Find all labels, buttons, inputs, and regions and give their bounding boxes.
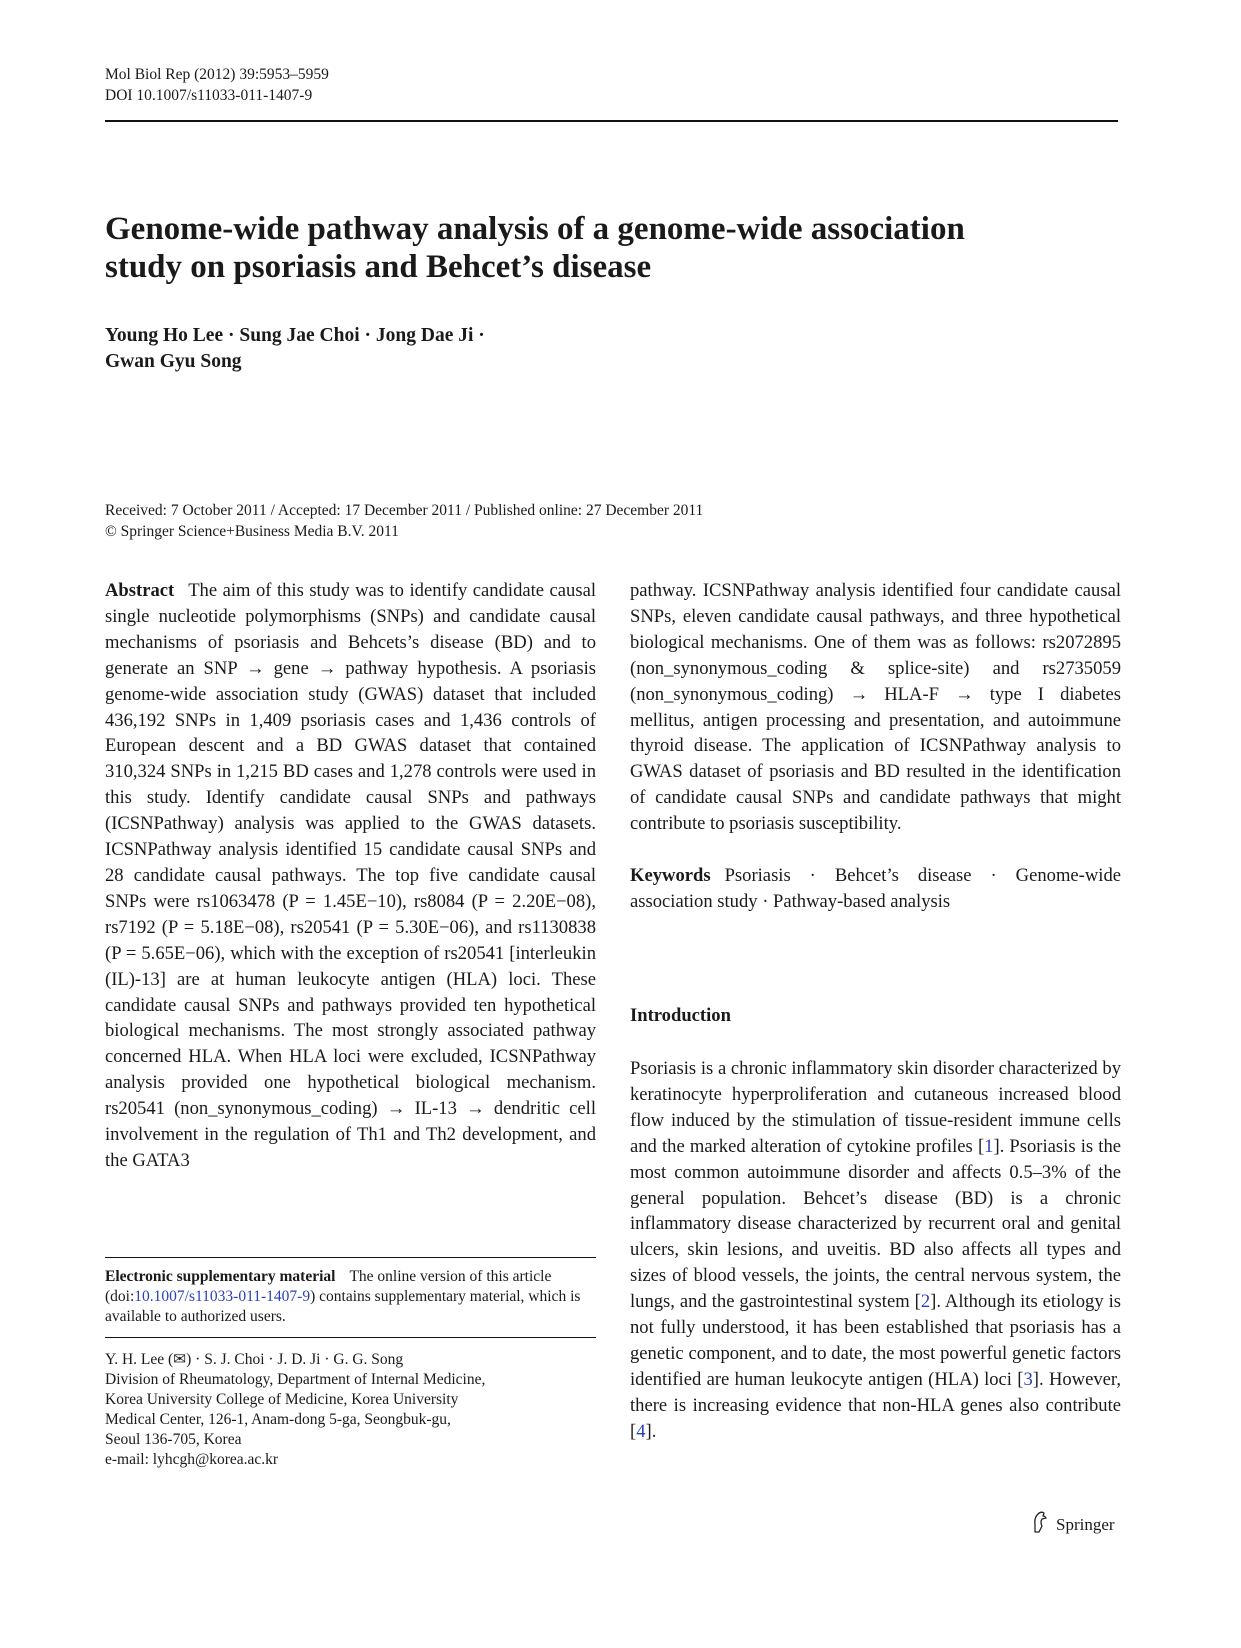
intro-text-b: ]. Psoriasis is the most common autoimmune disorder and affects 0.5–3% of the general population. Behcet’s disease (BD) is a chronic inflammatory disease characterized by recurrent oral and genital ulcers, skin lesions, and uveitis. BD also affects all types and sizes of blood vessels, the joints, the central nervous system, the lungs, and the gastrointestinal system [ <box>630 1135 1121 1313</box>
supplementary-material-note <box>105 1267 596 1327</box>
affiliation-line-2: Korea University College of Medicine, Korea University <box>105 1391 459 1408</box>
intro-text-e: ]. <box>645 1420 657 1442</box>
esm-doi-link[interactable]: 10.1007/s11033-011-1407-9 <box>134 1288 311 1305</box>
publisher-name: Springer <box>1056 1514 1115 1534</box>
introduction-body <box>630 1056 1121 1445</box>
abstract-label: Abstract <box>105 580 175 601</box>
intro-text-c: ]. Although its etiology is not fully understood, it has been established that psoriasis has a genetic component, and to date, the most powerful genetic factors identified are human leukocyte antigen (HLA) loci [ <box>630 1291 1121 1390</box>
received-accepted-dates: Received: 7 October 2011 / Accepted: 17 December 2011 / Published online: 27 December 2011 <box>105 502 704 519</box>
introduction-heading: Introduction <box>630 1005 731 1026</box>
keywords-label: Keywords <box>630 865 711 887</box>
citation-link-4[interactable]: 4 <box>636 1420 646 1442</box>
keywords-paragraph <box>630 863 1121 915</box>
author-affiliation <box>105 1350 596 1470</box>
journal-citation <box>105 64 329 106</box>
header-rule <box>105 120 1118 122</box>
authors-line-1: Young Ho Lee · Sung Jae Choi · Jong Dae Ji · <box>105 325 485 346</box>
abstract-text-left: The aim of this study was to identify candidate causal single nucleotide polymorphisms (SNPs) and candidate causal mechanisms of psoriasis and Behcets’s disease (BD) and to generate an SNP → gene → pathway hypothesis. A psoriasis genome-wide association study (GWAS) dataset that included 436,192 SNPs in 1,409 psoriasis cases and 1,436 controls of European descent and a BD GWAS dataset that contained 310,324 SNPs in 1,215 BD cases and 1,278 controls were used in this study. Identify candidate causal SNPs and pathways (ICSNPathway) analysis was applied to the GWAS datasets. ICSNPathway analysis identified 15 candidate causal SNPs and 28 candidate causal pathways. The top five candidate causal SNPs were rs1063478 (P = 1.45E−10), rs8084 (P = 2.20E−08), rs7192 (P = 5.18E−08), rs20541 (P = 5.30E−06), and rs1130838 (P = 5.65E−06), which with the exception of rs20541 [interleukin (IL)-13] are at human leukocyte antigen (HLA) loci. These candidate causal SNPs and pathways provided ten hypothetical biological mechanisms. The most strongly associated pathway concerned HLA. When HLA loci were excluded, ICSNPathway analysis provided one hypothetical biological mechanism. rs20541 (non_synonymous_coding) → IL-13 → dendritic cell involvement in the regulation of Th1 and Th2 development, and the GATA3 <box>105 580 596 1171</box>
introduction-paragraph <box>630 1056 1121 1445</box>
keywords-text: Psoriasis · Behcet’s disease · Genome-wide association study · Pathway-based analysis <box>630 865 1121 912</box>
publisher-logo <box>1030 1510 1115 1539</box>
copyright-notice: © Springer Science+Business Media B.V. 2011 <box>105 523 399 540</box>
citation-link-3[interactable]: 3 <box>1023 1368 1033 1390</box>
abstract-left-column <box>105 578 596 1174</box>
journal-name-volume: Mol Biol Rep (2012) 39:5953–5959 <box>105 66 329 83</box>
affiliation-authors: Y. H. Lee (✉) · S. J. Choi · J. D. Ji · G. G. Song <box>105 1351 404 1368</box>
abstract-right-column <box>630 578 1121 915</box>
citation-link-1[interactable]: 1 <box>984 1135 994 1157</box>
intro-text-a: Psoriasis is a chronic inflammatory skin disorder characterized by keratinocyte hyperproliferation and cutaneous increased blood flow induced by the stimulation of tissue-resident immune cells and the marked alteration of cytokine profiles [ <box>630 1058 1121 1157</box>
journal-doi: DOI 10.1007/s11033-011-1407-9 <box>105 87 313 104</box>
esm-label: Electronic supplementary material <box>105 1268 336 1285</box>
esm-rule <box>105 1257 596 1258</box>
author-list <box>105 323 585 375</box>
affiliation-line-3: Medical Center, 126-1, Anam-dong 5-ga, Seongbuk-gu, <box>105 1411 451 1428</box>
affiliation-line-4: Seoul 136-705, Korea <box>105 1431 242 1448</box>
esm-text-a: The online version of this article (doi: <box>105 1268 552 1305</box>
abstract-paragraph <box>105 578 596 1174</box>
citation-link-2[interactable]: 2 <box>920 1291 931 1313</box>
intro-text-d: ]. However, there is increasing evidence that non-HLA genes also contribute [ <box>630 1368 1121 1442</box>
affiliation-line-1: Division of Rheumatology, Department of Internal Medicine, <box>105 1371 486 1388</box>
article-title: Genome-wide pathway analysis of a genome-wide association study on psoriasis and Behcet’s disease <box>105 211 965 285</box>
address-rule <box>105 1337 596 1338</box>
esm-text-b: ) contains supplementary material, which is available to authorized users. <box>105 1288 581 1325</box>
authors-line-2: Gwan Gyu Song <box>105 351 242 372</box>
abstract-text-right: pathway. ICSNPathway analysis identified four candidate causal SNPs, eleven candidate causal pathways, and three hypothetical biological mechanisms. One of them was as follows: rs2072895 (non_synonymous_coding & splice-site) and rs2735059 (non_synonymous_coding) → HLA-F → type I diabetes mellitus, antigen processing and presentation, and autoimmune thyroid disease. The application of ICSNPathway analysis to GWAS dataset of psoriasis and BD resulted in the identification of candidate causal SNPs and candidate pathways that might contribute to psoriasis susceptibility. <box>630 580 1121 835</box>
springer-horse-icon <box>1030 1510 1050 1539</box>
author-email[interactable]: e-mail: lyhcgh@korea.ac.kr <box>105 1451 279 1468</box>
publication-history <box>105 500 1005 542</box>
